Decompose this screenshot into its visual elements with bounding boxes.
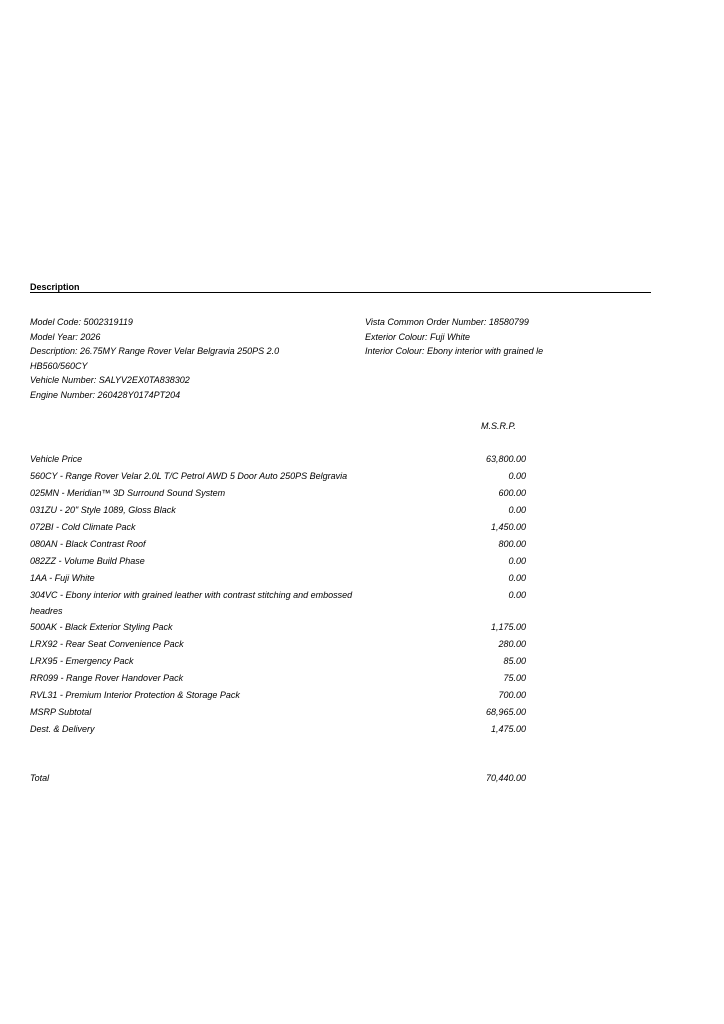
price-row-description: RR099 - Range Rover Handover Pack <box>30 673 184 683</box>
price-row <box>30 536 530 553</box>
price-row <box>30 636 530 653</box>
model-code: Model Code: 5002319119 <box>30 317 133 327</box>
price-row-description: Vehicle Price <box>30 454 83 464</box>
price-row-amount: 1,175.00 <box>490 622 526 632</box>
msrp-column-header: M.S.R.P. <box>481 421 516 431</box>
vehicle-info-right <box>365 315 645 359</box>
delivery-row <box>30 721 530 738</box>
price-row-amount: 0.00 <box>508 505 526 515</box>
total-row <box>30 773 530 783</box>
price-row <box>30 485 530 502</box>
price-row-description: LRX92 - Rear Seat Convenience Pack <box>30 639 184 649</box>
heading-divider <box>30 292 651 293</box>
order-number: Vista Common Order Number: 18580799 <box>365 317 529 327</box>
model-year: Model Year: 2026 <box>30 331 101 342</box>
price-row-description: 082ZZ - Volume Build Phase <box>30 556 145 566</box>
total-amount: 70,440.00 <box>485 773 526 783</box>
price-row <box>30 502 530 519</box>
subtotal-row <box>30 704 530 721</box>
price-row <box>30 653 530 670</box>
price-row <box>30 587 530 619</box>
price-row <box>30 687 530 704</box>
price-row-description: 500AK - Black Exterior Styling Pack <box>30 622 173 632</box>
price-row-description: 560CY - Range Rover Velar 2.0L T/C Petrol AWD 5 Door Auto 250PS Belgravia <box>30 471 348 481</box>
price-row <box>30 570 530 587</box>
price-row-amount: 800.00 <box>498 539 526 549</box>
description-heading: Description <box>30 282 80 292</box>
price-row <box>30 619 530 636</box>
price-row-amount: 0.00 <box>508 573 526 583</box>
price-row-description: 304VC - Ebony interior with grained leather with contrast stitching and embossed headres <box>30 590 353 616</box>
price-row-description: 072BI - Cold Climate Pack <box>30 522 136 532</box>
price-row-amount: 85.00 <box>503 656 526 666</box>
price-row-description: 1AA - Fuji White <box>30 573 95 583</box>
price-row-amount: 0.00 <box>508 590 526 600</box>
price-row-amount: 63,800.00 <box>485 454 526 464</box>
exterior-colour: Exterior Colour: Fuji White <box>365 331 471 342</box>
price-list <box>30 451 530 738</box>
price-row-amount: 280.00 <box>498 639 526 649</box>
price-row-amount: 0.00 <box>508 471 526 481</box>
price-row-description: 031ZU - 20" Style 1089, Gloss Black <box>30 505 176 515</box>
price-row-description: RVL31 - Premium Interior Protection & Storage Pack <box>30 690 240 700</box>
price-row-amount: 75.00 <box>503 673 526 683</box>
vehicle-description: Description: 26.75MY Range Rover Velar Belgravia 250PS 2.0 <box>30 346 280 357</box>
price-row-description: 025MN - Meridian™ 3D Surround Sound System <box>30 488 226 498</box>
vehicle-info-left <box>30 315 330 403</box>
vehicle-description-continued: HB560/560CY <box>30 360 88 371</box>
price-row-description: LRX95 - Emergency Pack <box>30 656 134 666</box>
price-row-amount: 700.00 <box>498 690 526 700</box>
subtotal-amount: 68,965.00 <box>485 707 526 717</box>
interior-colour: Interior Colour: Ebony interior with grained le <box>365 346 544 357</box>
price-row <box>30 468 530 485</box>
price-row <box>30 451 530 468</box>
subtotal-label: MSRP Subtotal <box>30 707 92 717</box>
engine-number: Engine Number: 260428Y0174PT204 <box>30 389 181 400</box>
price-row <box>30 553 530 570</box>
vehicle-number: Vehicle Number: SALYV2EX0TA838302 <box>30 375 190 386</box>
price-row-amount: 0.00 <box>508 556 526 566</box>
total-label: Total <box>30 773 50 783</box>
delivery-amount: 1,475.00 <box>490 724 526 734</box>
price-row <box>30 519 530 536</box>
delivery-label: Dest. & Delivery <box>30 724 95 734</box>
price-row-amount: 600.00 <box>498 488 526 498</box>
price-row-description: 080AN - Black Contrast Roof <box>30 539 146 549</box>
price-row <box>30 670 530 687</box>
price-row-amount: 1,450.00 <box>490 522 526 532</box>
